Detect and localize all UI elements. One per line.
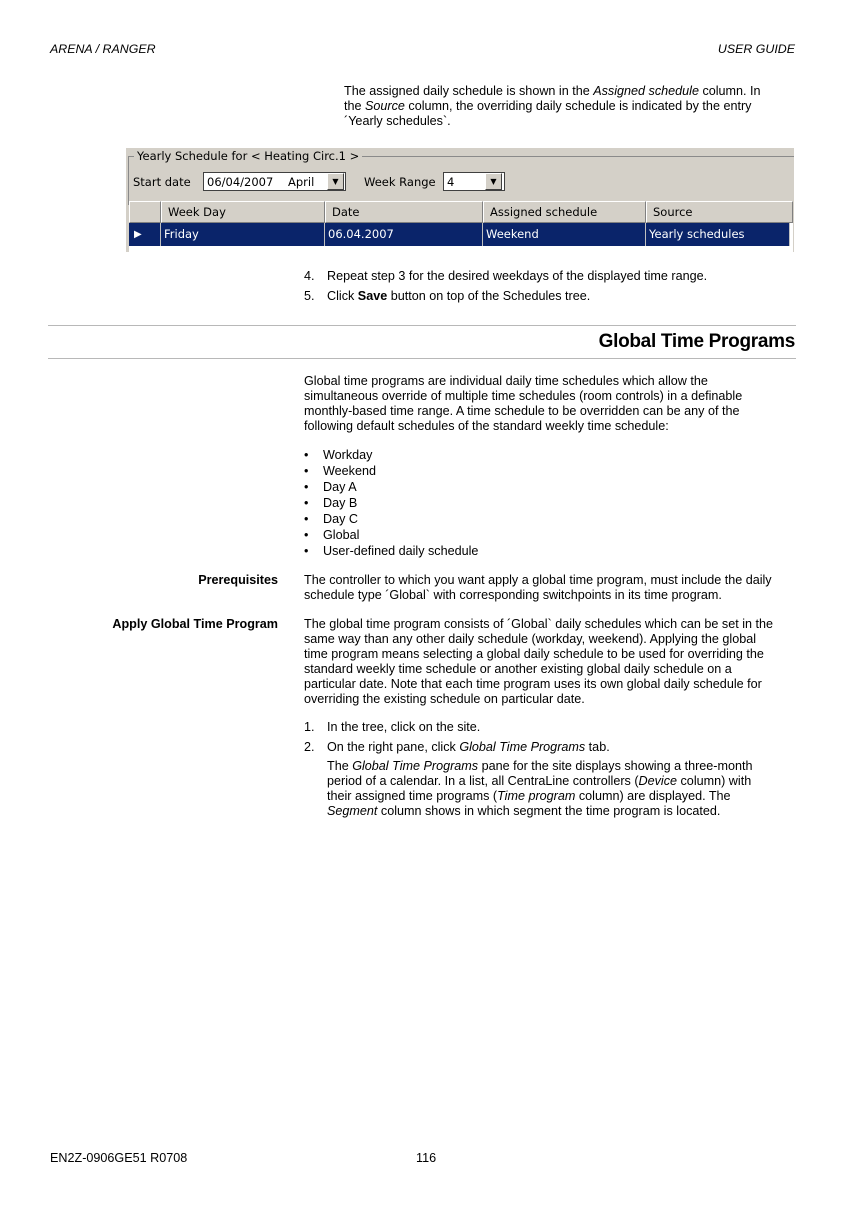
schedule-type-list <box>304 447 478 559</box>
column-header-assigned-schedule[interactable]: Assigned schedule <box>483 201 646 223</box>
start-date-value: 06/04/2007 <box>207 175 274 189</box>
chevron-down-icon[interactable]: ▼ <box>485 173 502 190</box>
table-cell-date[interactable]: 06.04.2007 <box>325 223 483 246</box>
footer-doc-id: EN2Z-0906GE51 R0708 <box>50 1151 188 1165</box>
section-rule-top <box>48 325 796 326</box>
list-item: • Day B <box>304 496 358 510</box>
grid-corner-header <box>129 201 161 223</box>
table-cell-assigned-schedule[interactable]: Weekend <box>483 223 646 246</box>
week-range-value: 4 <box>447 175 455 189</box>
footer-page-number: 116 <box>416 1151 437 1165</box>
gtp-intro-paragraph: Global time programs are individual daily time schedules which allow the simultaneous override of multiple time schedules (room controls) in a definable monthly-based time range. A time schedule to be overridden can be any of the following default schedules of the standard weekly time schedule: <box>304 374 743 433</box>
list-item: • Day A <box>304 480 357 494</box>
groupbox-legend: Yearly Schedule for < Heating Circ.1 > <box>134 149 362 163</box>
row-selector-arrow-icon[interactable]: ▶ <box>129 223 161 246</box>
start-month-value: April <box>288 175 315 189</box>
start-date-combobox[interactable] <box>203 172 346 191</box>
list-item: • Weekend <box>304 464 376 478</box>
list-item: • Global <box>304 528 360 542</box>
table-cell-source[interactable]: Yearly schedules <box>646 223 790 246</box>
apply-gtp-label: Apply Global Time Program <box>112 617 278 631</box>
yearly-schedule-screenshot <box>126 148 794 252</box>
running-header-right: USER GUIDE <box>717 42 795 56</box>
prerequisites-text: The controller to which you want apply a global time program, must include the daily schedule type ´Global` with corresponding switchpoints in its time program. <box>304 573 772 602</box>
list-item: • Day C <box>304 512 358 526</box>
prerequisites-label: Prerequisites <box>198 573 278 587</box>
list-item: • User-defined daily schedule <box>304 544 479 558</box>
column-header-source[interactable]: Source <box>646 201 793 223</box>
schedule-grid <box>129 201 793 252</box>
table-cell-week-day[interactable]: Friday <box>161 223 325 246</box>
section-title: Global Time Programs <box>598 331 795 352</box>
column-header-week-day[interactable]: Week Day <box>161 201 325 223</box>
column-header-date[interactable]: Date <box>325 201 483 223</box>
running-header-left: ARENA / RANGER <box>50 42 156 56</box>
apply-gtp-text: The global time program consists of ´Global` daily schedules which can be set in the same way than any other daily schedule (workday, weekend). Applying the global time program means selecting a global daily schedule to be used for overriding the standard weekly time schedule or another existing global daily schedule on a particular date. Note that each time program uses its own global daily schedule for overriding the existing schedule on particular date. <box>304 617 774 706</box>
step-2-description: The Global Time Programs pane for the site displays showing a three-month period of a calendar. In a list, all CentraLine controllers (Device column) with their assigned time programs (Time program column) are displayed. The Segment column shows in which segment the time program is located. <box>327 759 753 818</box>
chevron-down-icon[interactable]: ▼ <box>327 173 344 190</box>
week-range-label: Week Range <box>364 175 436 189</box>
section-rule-bottom <box>48 358 796 359</box>
list-item: • Workday <box>304 448 373 462</box>
start-date-label: Start date <box>133 175 191 189</box>
intro-paragraph: The assigned daily schedule is shown in the Assigned schedule column. In the Source column, the overriding daily schedule is indicated by the entry ´Yearly schedules`. <box>344 84 761 128</box>
